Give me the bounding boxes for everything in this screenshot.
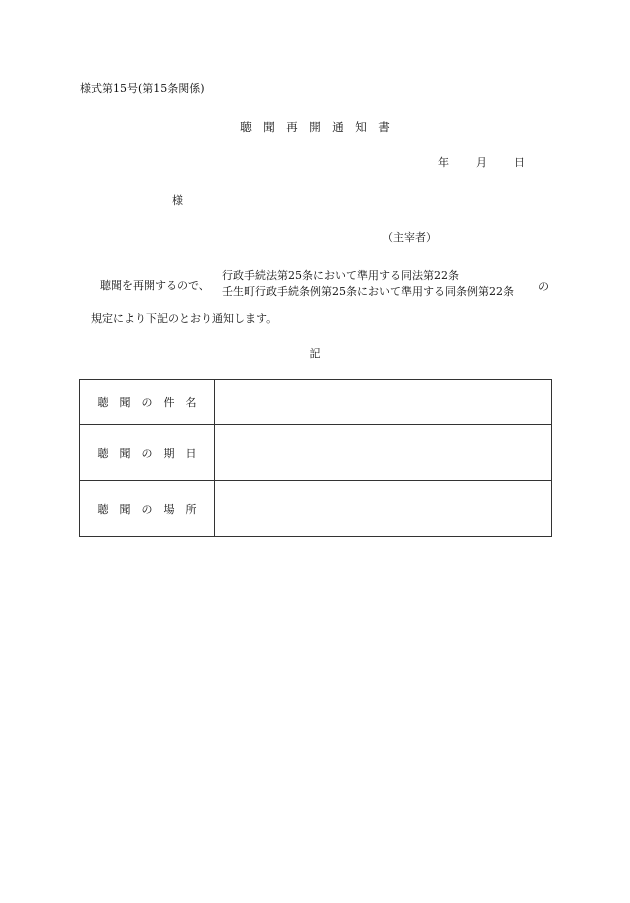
ki-heading: 記 [309, 347, 321, 360]
table-row-subject [80, 380, 552, 425]
date-year-label: 年 [438, 156, 449, 169]
date-day-label: 日 [514, 156, 525, 169]
hearing-date-value [215, 425, 552, 481]
law-options [222, 268, 514, 300]
date-line [438, 154, 525, 170]
form-number: 様式第15号(第15条関係) [80, 82, 205, 95]
body-trail-text: の [538, 280, 549, 293]
law-option-mibu-ordinance: 壬生町行政手続条例第25条において準用する同条例第22条 [222, 285, 514, 298]
table-row-date [80, 425, 552, 481]
body-lead-text: 聴聞を再開するので、 [100, 279, 210, 292]
hearing-date-label: 聴 聞 の 期 日 [80, 425, 215, 481]
recipient-suffix: 様 [172, 194, 183, 207]
table-row-place [80, 481, 552, 537]
hearing-subject-value [215, 380, 552, 425]
hearing-details-table [79, 379, 552, 537]
body-second-line: 規定により下記のとおり通知します。 [91, 312, 278, 325]
date-month-label: 月 [476, 156, 487, 169]
organizer-label: （主宰者） [382, 231, 437, 244]
hearing-subject-label: 聴 聞 の 件 名 [80, 380, 215, 425]
document-title: 聴 聞 再 開 通 知 書 [240, 120, 390, 134]
law-option-administrative-procedure-act: 行政手続法第25条において準用する同法第22条 [222, 269, 459, 282]
hearing-place-label: 聴 聞 の 場 所 [80, 481, 215, 537]
hearing-place-value [215, 481, 552, 537]
